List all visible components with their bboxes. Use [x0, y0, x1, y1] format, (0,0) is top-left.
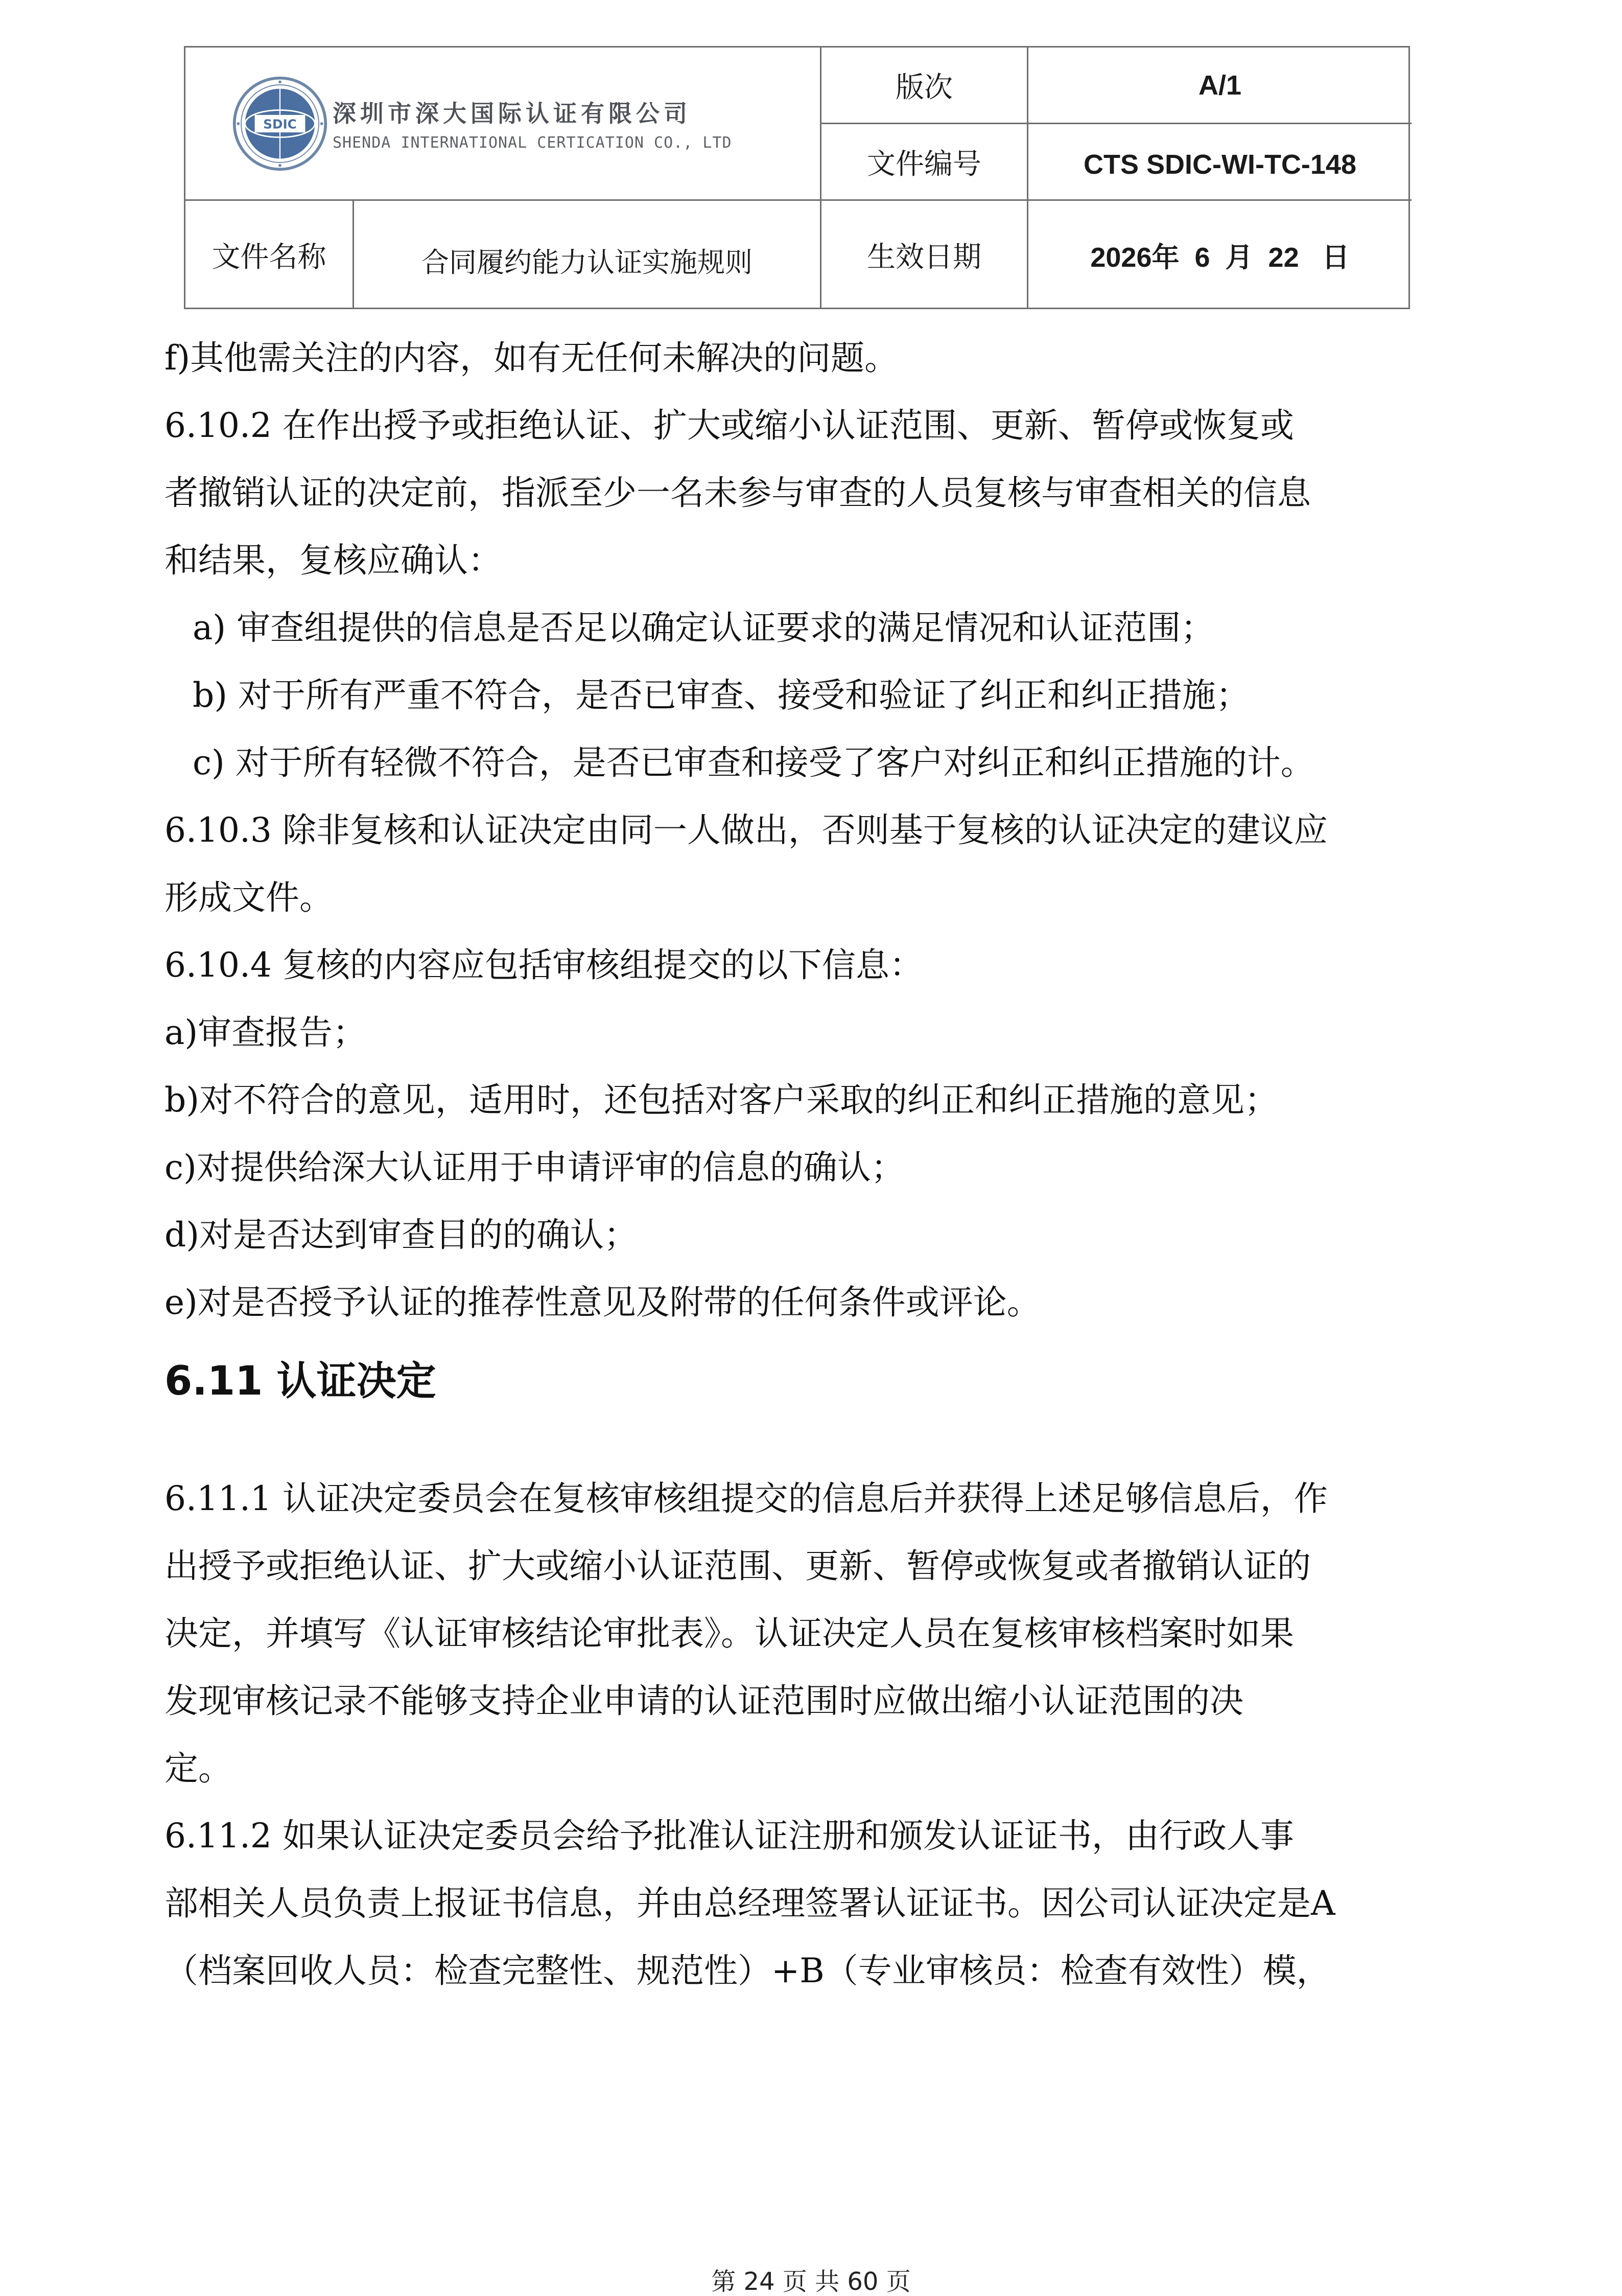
list-item: b) 对于所有严重不符合，是否已审查、接受和验证了纠正和纠正措施； [193, 676, 1250, 715]
list-item: c)对提供给深大认证用于申请评审的信息的确认； [164, 1148, 905, 1187]
document-header-table [184, 46, 1410, 309]
section-heading-6-11: 6.11 认证决定 [164, 1358, 436, 1404]
list-item: b)对不符合的意见，适用时，还包括对客户采取的纠正和纠正措施的意见； [164, 1080, 1278, 1120]
clause-6-10-3-line: 6.10.3 除非复核和认证决定由同一人做出，否则基于复核的认证决定的建议应 [164, 810, 1328, 850]
doc-name-label: 文件名称 [185, 201, 354, 309]
clause-6-11-1-line: 6.11.1 认证决定委员会在复核审核组提交的信息后并获得上述足够信息后，作 [164, 1479, 1328, 1518]
paragraph-line: 出授予或拒绝认证、扩大或缩小认证范围、更新、暂停或恢复或者撤销认证的 [164, 1546, 1311, 1586]
doc-name-value: 合同履约能力认证实施规则 [354, 201, 821, 309]
version-label: 版次 [821, 48, 1028, 124]
doc-number-label: 文件编号 [821, 124, 1028, 201]
paragraph-line: 定。 [164, 1749, 232, 1788]
paragraph-line: （档案回收人员：检查完整性、规范性）+B（专业审核员：检查有效性）模， [164, 1951, 1330, 1990]
effective-date-label: 生效日期 [821, 201, 1028, 309]
doc-number-value: CTS SDIC-WI-TC-148 [1028, 124, 1412, 201]
effective-date-value: 2026年 6 月 22 日 [1090, 242, 1350, 273]
page-number-footer: 第 24 页 共 60 页 [711, 2267, 911, 2296]
clause-6-10-4-line: 6.10.4 复核的内容应包括审核组提交的以下信息： [164, 945, 923, 985]
paragraph-line: 形成文件。 [164, 878, 333, 917]
version-value: A/1 [1028, 48, 1412, 124]
clause-6-10-2-line: 6.10.2 在作出授予或拒绝认证、扩大或缩小认证范围、更新、暂停或恢复或 [164, 406, 1294, 445]
paragraph-line: 部相关人员负责上报证书信息，并由总经理签署认证证书。因公司认证决定是A [164, 1884, 1335, 1923]
paragraph-line: f)其他需关注的内容，如有无任何未解决的问题。 [164, 338, 899, 378]
list-item: c) 对于所有轻微不符合，是否已审查和接受了客户对纠正和纠正措施的计。 [193, 743, 1314, 782]
list-item: e)对是否授予认证的推荐性意见及附带的任何条件或评论。 [164, 1283, 1041, 1322]
svg-text:SDIC: SDIC [263, 117, 297, 131]
list-item: a)审查报告； [164, 1013, 367, 1052]
list-item: a) 审查组提供的信息是否足以确定认证要求的满足情况和认证范围； [193, 608, 1215, 647]
company-name-cn: 深圳市深大国际认证有限公司 [333, 100, 691, 127]
company-logo [231, 75, 732, 172]
paragraph-line: 和结果，复核应确认： [164, 541, 502, 580]
paragraph-line: 者撤销认证的决定前，指派至少一名未参与审查的人员复核与审查相关的信息 [164, 473, 1311, 513]
paragraph-line: 决定，并填写《认证审核结论审批表》。认证决定人员在复核审核档案时如果 [164, 1614, 1294, 1653]
clause-6-11-2-line: 6.11.2 如果认证决定委员会给予批准认证注册和颁发认证证书，由行政人事 [164, 1816, 1294, 1856]
document-body [164, 324, 1472, 2005]
paragraph-line: 发现审核记录不能够支持企业申请的认证范围时应做出缩小认证范围的决 [164, 1681, 1243, 1721]
company-name-en: SHENDA INTERNATIONAL CERTICATION CO., LTD [333, 134, 732, 152]
sdic-seal-icon [231, 75, 328, 172]
list-item: d)对是否达到审查目的的确认； [164, 1215, 638, 1255]
company-logo-cell [185, 48, 821, 201]
